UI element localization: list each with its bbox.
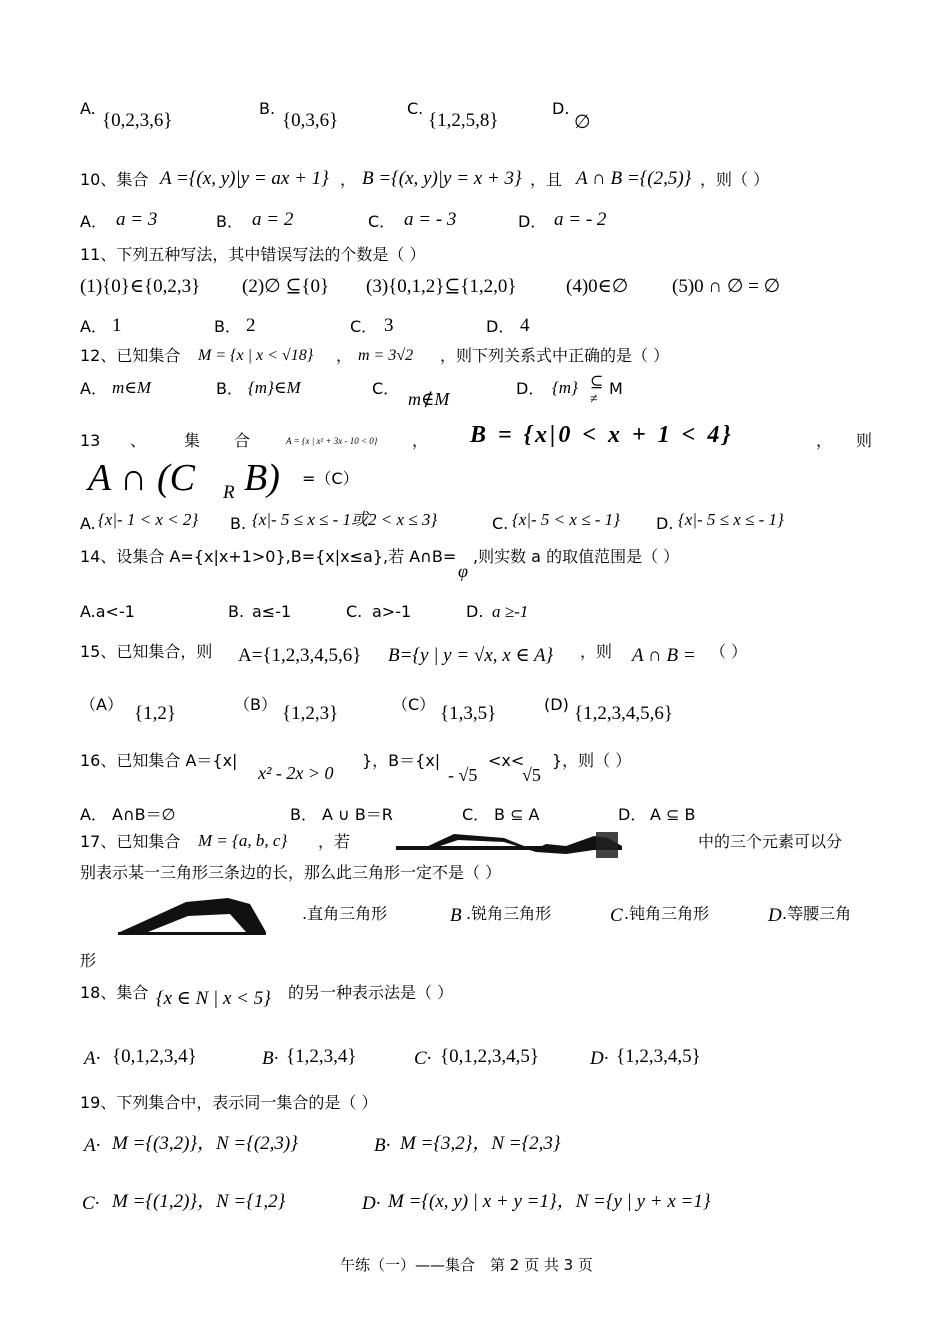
- q13-subscript-r: R: [223, 482, 235, 503]
- q11-opt-a-math: 1: [112, 315, 122, 336]
- q18-set: {x ∈ N | x < 5}: [156, 988, 271, 1009]
- q16-cond-a: x² - 2x > 0: [258, 763, 334, 783]
- q16-opt-c-label: C．: [462, 805, 490, 824]
- q10-opt-d-label: D．: [518, 212, 547, 231]
- q10-opt-c-math: a = - 3: [404, 209, 457, 230]
- q13-set-a: A = {x | x² + 3x - 10 < 0}: [286, 436, 378, 446]
- q14-text-end: ,则实数 a 的取值范围是（ ）: [473, 547, 680, 566]
- q14-opt-b-label: B.: [228, 602, 245, 621]
- q15-opt-c-label: （C）: [392, 695, 436, 714]
- q10-opt-b-label: B．: [216, 212, 243, 231]
- q14-opt-c-label: C.: [346, 602, 363, 621]
- q12-opt-d-math: {m}: [552, 378, 578, 397]
- q18-opt-b-label: B·: [262, 1048, 279, 1069]
- q11-opt-a-label: A．: [80, 317, 107, 336]
- q10-set-b: B ={(x, y)|y = x + 3}: [362, 168, 522, 189]
- q12-opt-d-math-m: M: [609, 379, 623, 398]
- q16-opt-b-math: A ∪ B＝R: [322, 805, 393, 824]
- q13-opt-c-label: C.: [492, 514, 509, 533]
- q12-opt-b-label: B．: [216, 379, 243, 398]
- q11-opt-b-math: 2: [246, 315, 256, 336]
- q17-opt-b-label: B: [450, 905, 462, 926]
- q18-opt-a-math: {0,1,2,3,4}: [112, 1046, 197, 1067]
- q9-opt-d-math: ∅: [574, 112, 591, 133]
- q11-item-1: (1){0}∈{0,2,3}: [80, 276, 201, 297]
- q13-expression-end: B): [244, 457, 280, 499]
- q19-text: 19、下列集合中，表示同一集合的是（ ）: [80, 1093, 378, 1112]
- subsetneq-bottom-symbol: ≠: [590, 392, 598, 407]
- q17-text-mid: ，若: [318, 832, 351, 851]
- q10-opt-b-math: a = 2: [252, 209, 294, 230]
- q10-opt-c-label: C．: [368, 212, 396, 231]
- subsetneq-top-symbol: ⊆: [590, 374, 604, 391]
- q15-opt-c-math: {1,3,5}: [440, 703, 497, 724]
- q16-opt-d-label: D．: [618, 805, 647, 824]
- q14-opt-b-math: a≤-1: [252, 602, 292, 621]
- q16-opt-a-label: A．: [80, 805, 107, 824]
- q15-opt-a-label: （A）: [80, 695, 123, 714]
- q12-opt-a-math: m∈M: [112, 378, 152, 397]
- q10-sep1: ，: [340, 170, 357, 189]
- page-footer: 午练（一）——集合 第 2 页 共 3 页: [340, 1256, 593, 1274]
- q16-cond-b-left: - √5: [448, 765, 478, 785]
- q18-opt-d-label: D·: [590, 1048, 609, 1069]
- q14-text: 14、设集合 A={x|x+1>0},B={x|x≤a},若 A∩B=: [80, 547, 457, 566]
- q16-opt-c-math: B ⊆ A: [494, 805, 540, 824]
- q13-opt-d-label: D.: [656, 514, 674, 533]
- q17-text-end: 中的三个元素可以分: [698, 832, 843, 851]
- q17-line2: 别表示某一三角形三条边的长，那么此三角形一定不是（ ）: [80, 863, 502, 882]
- q19-opt-d-math: M ={(x, y) | x + y =1}，N ={y | y + x =1}: [388, 1191, 711, 1212]
- q12-m-value: m = 3√2: [358, 347, 414, 364]
- q13-answer: =（C）: [302, 469, 359, 488]
- q12-opt-b-math: {m}∈M: [248, 378, 301, 397]
- q11-item-2: (2)∅ ⊆{0}: [242, 276, 330, 297]
- q12-opt-c-math: m∉M: [408, 389, 450, 409]
- q13-opt-a-label: A.: [80, 514, 96, 533]
- q17-set-m: M = {a, b, c}: [198, 831, 288, 850]
- q19-opt-a-label: A·: [84, 1135, 101, 1156]
- q15-text-end: （ ）: [710, 642, 748, 661]
- q9-opt-a-label: A.: [80, 99, 96, 118]
- q9-opt-b-label: B.: [259, 99, 276, 118]
- q10-set-a: A ={(x, y)|y = ax + 1}: [160, 168, 329, 189]
- q14-opt-c-math: a>-1: [372, 602, 412, 621]
- q18-opt-d-math: {1,2,3,4,5}: [616, 1046, 701, 1067]
- q12-text: 12、已知集合: [80, 346, 181, 365]
- q16-opt-b-label: B．: [290, 805, 317, 824]
- q19-opt-c-math: M ={(1,2)}，N ={1,2}: [112, 1191, 286, 1212]
- q11-opt-c-label: C．: [350, 317, 378, 336]
- q15-set-a: A={1,2,3,4,5,6}: [238, 645, 362, 666]
- q15-opt-b-label: （B）: [234, 695, 277, 714]
- q18-text-end: 的另一种表示法是（ ）: [288, 983, 454, 1002]
- q16-text-end: }，则（ ）: [552, 751, 632, 770]
- q19-opt-b-label: B·: [374, 1135, 391, 1156]
- q14-opt-d-math: a ≥-1: [492, 602, 529, 621]
- q13-then: 则: [856, 431, 873, 450]
- q9-opt-a-math: {0,2,3,6}: [102, 110, 173, 131]
- q17-wrap: 形: [80, 951, 97, 970]
- q15-opt-d-label: (D): [544, 695, 569, 714]
- q18-opt-b-math: {1,2,3,4}: [286, 1046, 357, 1067]
- q17-opt-b: .锐角三角形: [466, 904, 552, 923]
- q10-text-end: ，则（ ）: [700, 170, 770, 189]
- q19-opt-c-label: C·: [82, 1193, 100, 1214]
- q18-opt-a-label: A·: [84, 1048, 101, 1069]
- q13-expression: A ∩ (C: [88, 457, 195, 499]
- q13-set-b: B = {x|0 < x + 1 < 4}: [470, 422, 734, 448]
- garbled-formula-image: [396, 828, 626, 858]
- q11-opt-b-label: B．: [214, 317, 241, 336]
- q10-opt-d-math: a = - 2: [554, 209, 607, 230]
- q10-text: 10、集合: [80, 170, 149, 189]
- q12-opt-c-label: C．: [372, 379, 400, 398]
- q16-text: 16、已知集合 A＝{x|: [80, 751, 238, 770]
- q10-opt-a-math: a = 3: [116, 209, 158, 230]
- q12-text-end: ，则下列关系式中正确的是（ ）: [440, 346, 670, 365]
- q9-opt-c-label: C.: [407, 99, 424, 118]
- q13-sep2: ，: [816, 431, 833, 450]
- q11-item-5: (5)0 ∩ ∅ = ∅: [672, 276, 781, 297]
- q10-opt-a-label: A．: [80, 212, 107, 231]
- q9-opt-c-math: {1,2,5,8}: [428, 110, 499, 131]
- q15-intersection: A ∩ B =: [632, 645, 696, 666]
- q13-char-2: 集: [184, 431, 201, 450]
- q14-opt-d-label: D.: [466, 602, 484, 621]
- q13-opt-a-math: {x|- 1 < x < 2}: [98, 510, 199, 529]
- option-a-glyph-image: [118, 896, 268, 936]
- q9-opt-b-math: {0,3,6}: [282, 110, 339, 131]
- q12-opt-a-label: A．: [80, 379, 107, 398]
- q13-opt-c-math: {x|- 5 < x ≤ - 1}: [512, 510, 620, 529]
- q18-opt-c-label: C·: [414, 1048, 432, 1069]
- q16-cond-b-right: √5: [522, 765, 541, 785]
- q15-opt-b-math: {1,2,3}: [282, 703, 339, 724]
- q17-text: 17、已知集合: [80, 832, 181, 851]
- q13-opt-b-math: {x|- 5 ≤ x ≤ - 1或2 < x ≤ 3}: [252, 510, 438, 529]
- q13-char-1: 、: [130, 431, 147, 450]
- q12-set-m: M = {x | x < √18}: [198, 347, 314, 364]
- q13-opt-d-math: {x|- 5 ≤ x ≤ - 1}: [678, 510, 784, 529]
- q16-opt-d-math: A ⊆ B: [650, 805, 696, 824]
- q17-opt-c-label: C: [610, 905, 623, 926]
- q18-text: 18、集合: [80, 983, 149, 1002]
- q12-sep: ，: [336, 346, 353, 365]
- q11-opt-d-label: D．: [486, 317, 515, 336]
- q16-opt-a-math: A∩B＝∅: [112, 805, 176, 824]
- q13-opt-b-label: B.: [230, 514, 247, 533]
- q15-set-b: B={y | y = √x, x ∈ A}: [388, 645, 554, 666]
- q10-intersection: A ∩ B ={(2,5)}: [576, 168, 692, 189]
- q19-opt-a-math: M ={(3,2)}，N ={(2,3)}: [112, 1133, 298, 1154]
- q11-opt-d-math: 4: [520, 315, 530, 336]
- q17-opt-a: .直角三角形: [302, 904, 388, 923]
- q11-item-4: (4)0∈∅: [566, 276, 629, 297]
- q15-opt-a-math: {1,2}: [134, 703, 176, 724]
- q17-opt-d: .等腰三角: [782, 904, 852, 923]
- q17-opt-d-label: D: [768, 905, 782, 926]
- q14-opt-a: A.a<-1: [80, 602, 135, 621]
- q17-opt-c: .钝角三角形: [624, 904, 710, 923]
- q10-sep2: ，且: [530, 170, 563, 189]
- q14-phi: φ: [458, 561, 468, 581]
- q16-cond-b-mid: <x<: [488, 751, 525, 770]
- q11-opt-c-math: 3: [384, 315, 394, 336]
- q16-text-mid: }，B＝{x|: [362, 751, 441, 770]
- q12-opt-d-label: D．: [516, 379, 545, 398]
- q13-number: 13: [80, 431, 101, 450]
- q18-opt-c-math: {0,1,2,3,4,5}: [440, 1046, 539, 1067]
- q13-sep: ，: [412, 431, 429, 450]
- q9-opt-d-label: D.: [552, 99, 570, 118]
- q15-text-mid: ，则: [580, 642, 613, 661]
- q19-opt-d-label: D·: [362, 1193, 381, 1214]
- q11-item-3: (3){0,1,2}⊆{1,2,0}: [366, 276, 517, 297]
- q11-text: 11、下列五种写法，其中错误写法的个数是（ ）: [80, 245, 426, 264]
- q15-opt-d-math: {1,2,3,4,5,6}: [574, 703, 673, 724]
- q19-opt-b-math: M ={3,2}，N ={2,3}: [400, 1133, 561, 1154]
- q15-text: 15、已知集合，则: [80, 642, 213, 661]
- q13-char-3: 合: [234, 431, 251, 450]
